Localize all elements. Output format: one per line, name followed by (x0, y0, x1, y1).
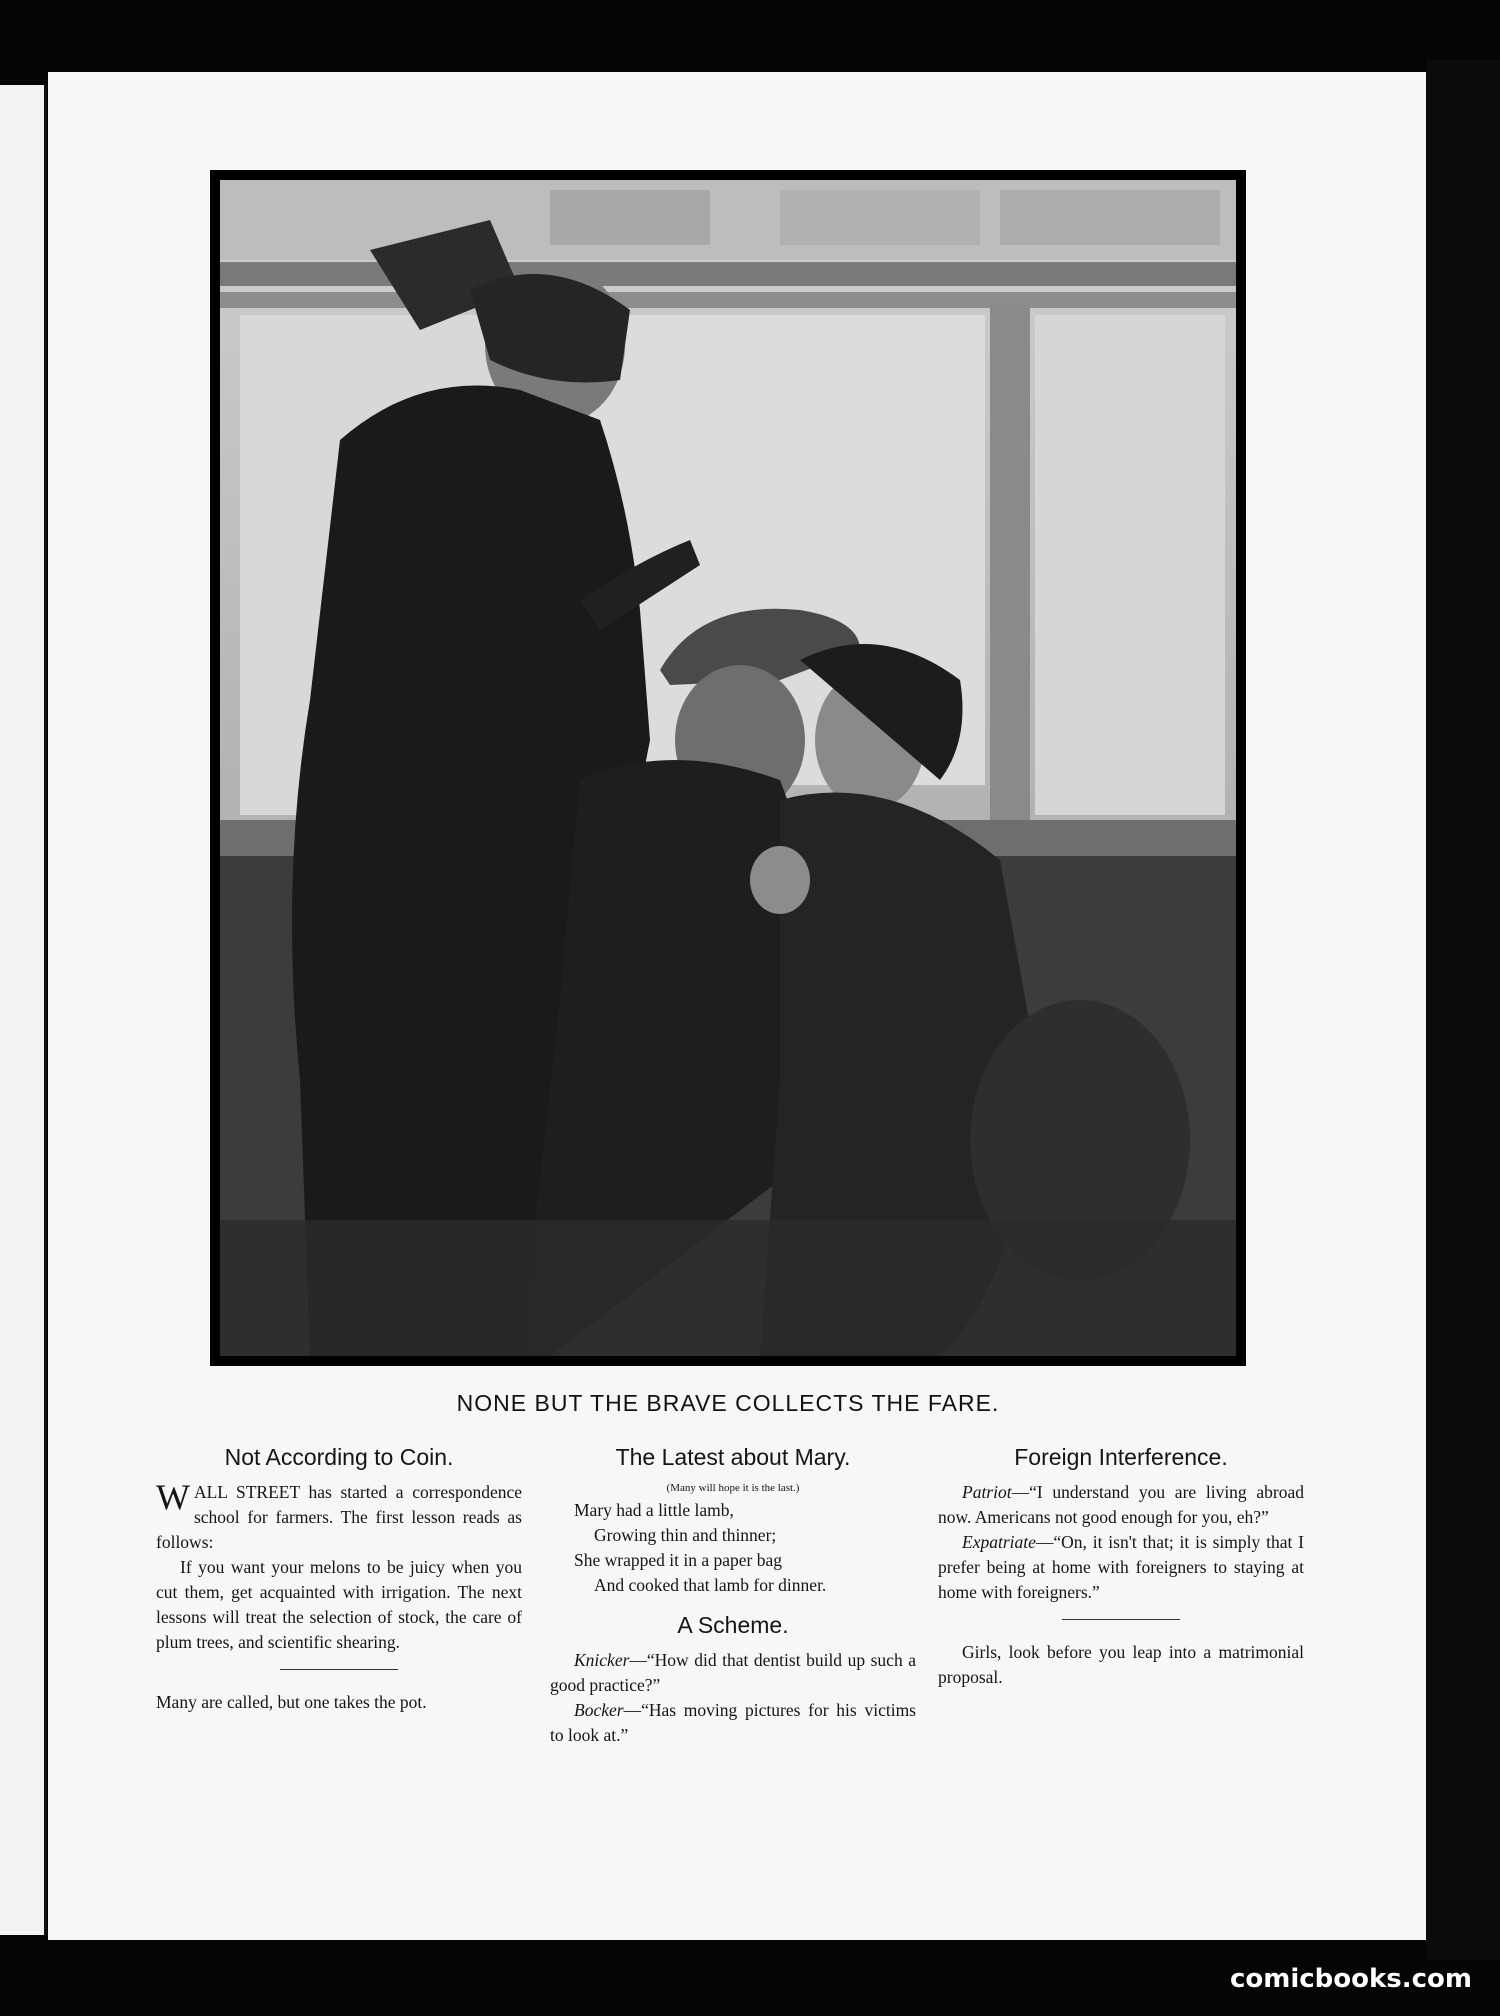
divider (1062, 1619, 1180, 1620)
dialogue: —“On, it isn't that; it is simply that I prefer being at home with foreigners to staying at home with foreigners.” (938, 1532, 1304, 1602)
dialogue: —“I understand you are living abroad now. Americans not good enough for you, eh?” (938, 1482, 1304, 1527)
magazine-page (48, 72, 1426, 1940)
foreign-aside: Girls, look before you leap into a matrimonial proposal. (938, 1642, 1304, 1687)
scheme-title: A Scheme. (677, 1612, 789, 1638)
column-mary (550, 1442, 916, 1748)
scheme-line-2 (550, 1698, 916, 1748)
poem-line: She wrapped it in a paper bag (574, 1550, 782, 1570)
coin-lead (156, 1477, 522, 1555)
coin-aside: Many are called, but one takes the pot. (156, 1692, 427, 1712)
divider (280, 1669, 398, 1670)
mary-poem (574, 1498, 916, 1598)
column-foreign (938, 1442, 1304, 1690)
poem-line: Mary had a little lamb, (574, 1500, 734, 1520)
coin-title: Not According to Coin. (224, 1444, 454, 1470)
scheme-line-1 (550, 1648, 916, 1698)
foreign-line-2 (938, 1530, 1304, 1605)
dropcap: W (156, 1477, 190, 1517)
illustration-caption: NONE BUT THE BRAVE COLLECTS THE FARE. (456, 1390, 1000, 1416)
mary-title: The Latest about Mary. (615, 1444, 851, 1470)
speaker: Knicker (574, 1650, 630, 1670)
poem-line: Growing thin and thinner; (594, 1525, 777, 1545)
column-coin (156, 1442, 522, 1715)
poem-line: And cooked that lamb for dinner. (594, 1575, 827, 1595)
coin-lead-text: ALL STREET has started a correspondence school for farmers. The first lesson reads as follows: (156, 1482, 522, 1552)
foreign-line-1 (938, 1480, 1304, 1530)
speaker: Expatriate (962, 1532, 1036, 1552)
foreign-title: Foreign Interference. (1014, 1444, 1228, 1470)
scan-border (1426, 60, 1500, 1960)
mary-subtitle: (Many will hope it is the last.) (666, 1482, 800, 1494)
dialogue: —“Has moving pictures for his victims to look at.” (550, 1700, 916, 1745)
speaker: Bocker (574, 1700, 624, 1720)
dialogue: —“How did that dentist build up such a good practice?” (550, 1650, 916, 1695)
coin-body: If you want your melons to be juicy when you cut them, get acquainted with irrigation. The next lessons will treat the selection of stock, the care of plum trees, and scientific shearing. (156, 1557, 522, 1652)
adjacent-page-edge (0, 85, 47, 1935)
speaker: Patriot (962, 1482, 1012, 1502)
streetcar-illustration (210, 170, 1246, 1366)
site-watermark: comicbooks.com (1229, 1964, 1472, 1994)
